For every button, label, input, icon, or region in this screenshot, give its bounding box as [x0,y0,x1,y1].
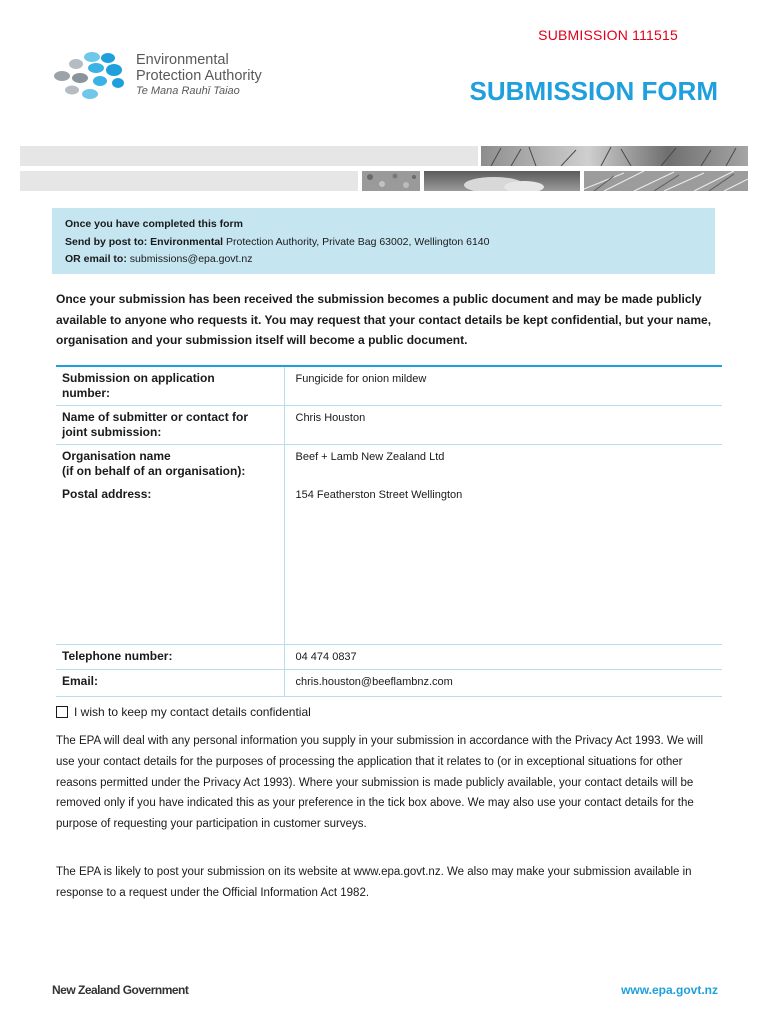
telephone-field[interactable]: 04 474 0837 [284,644,722,669]
gravel-photo-strip [362,171,420,191]
website-paragraph: The EPA is likely to post your submission on its website at www.epa.govt.nz. We also may make your submission available in response to a request under the Official Information Act 1982. [56,866,692,899]
logo-line-2: Protection Authority [136,68,262,84]
public-document-notice: Once your submission has been received the submission becomes a public document and may be made publicly available to anyone who requests it. You may request that your contact details be kept confidential, but your name, organisation and your submission itself will become a public document. [56,292,712,347]
epa-logo-icon [52,50,128,102]
footer-website-link[interactable]: www.epa.govt.nz [621,983,718,997]
confidential-checkbox-row[interactable] [56,705,311,719]
privacy-paragraph: The EPA will deal with any personal information you supply in your submission in accordance with the Privacy Act 1993. We will use your contact details for the purposes of processing the application that it relates to (or in exceptional situations for other reasons permitted under the Privacy Act 1993). Where your submission is made publicly available, your contact details will be removed only if you have indicated this as your preference in the tick box above. We may also use your contact details for the purpose of requesting your participation in customer surveys. [56,735,704,831]
form-title: SUBMISSION FORM [469,76,718,106]
submitter-name-label: Name of submitter or contact for joint submission: [62,410,249,439]
email-label: Email: [62,673,99,688]
organisation-name-field[interactable]: Beef + Lamb New Zealand Ltd [284,445,722,484]
email-field[interactable]: chris.houston@beeflambnz.com [284,669,722,696]
submitter-details-table [56,365,722,697]
logo-line-1: Environmental [136,52,229,68]
submission-number: SUBMISSION 111515 [538,27,678,43]
cloud-photo-strip [424,171,580,191]
postal-address-label: Postal address: [62,487,152,501]
logo-line-3: Te Mana Rauhī Taiao [136,85,240,97]
table-row [56,669,722,696]
instructions-email-line: OR email to: submissions@epa.govt.nz [65,253,253,265]
grass-photo-strip [481,146,748,166]
header-banner-bottom [20,171,748,191]
epa-logo [52,50,312,102]
table-row [56,644,722,669]
table-row [56,483,722,644]
submitter-name-field[interactable]: Chris Houston [284,406,722,445]
postal-address-field[interactable]: 154 Featherston Street Wellington [284,483,722,644]
instructions-post-line: Send by post to: Environmental Protection Authority, Private Bag 63002, Wellington 6140 [65,235,490,248]
table-row [56,406,722,445]
header-banner-top [20,146,748,166]
table-row [56,366,722,406]
application-number-label: Submission on application number: [62,371,215,400]
table-row [56,445,722,484]
application-number-field[interactable]: Fungicide for onion mildew [284,366,722,406]
submission-instructions-box [52,208,715,274]
organisation-name-label: Organisation name (if on behalf of an organisation): [62,449,246,478]
fern-photo-strip [584,171,748,191]
confidential-checkbox[interactable] [56,706,68,718]
telephone-label: Telephone number: [62,648,173,663]
confidential-checkbox-label: I wish to keep my contact details confidential [74,705,311,719]
nz-government-logo: New Zealand Government [52,983,189,997]
instructions-line-1: Once you have completed this form [65,218,243,230]
